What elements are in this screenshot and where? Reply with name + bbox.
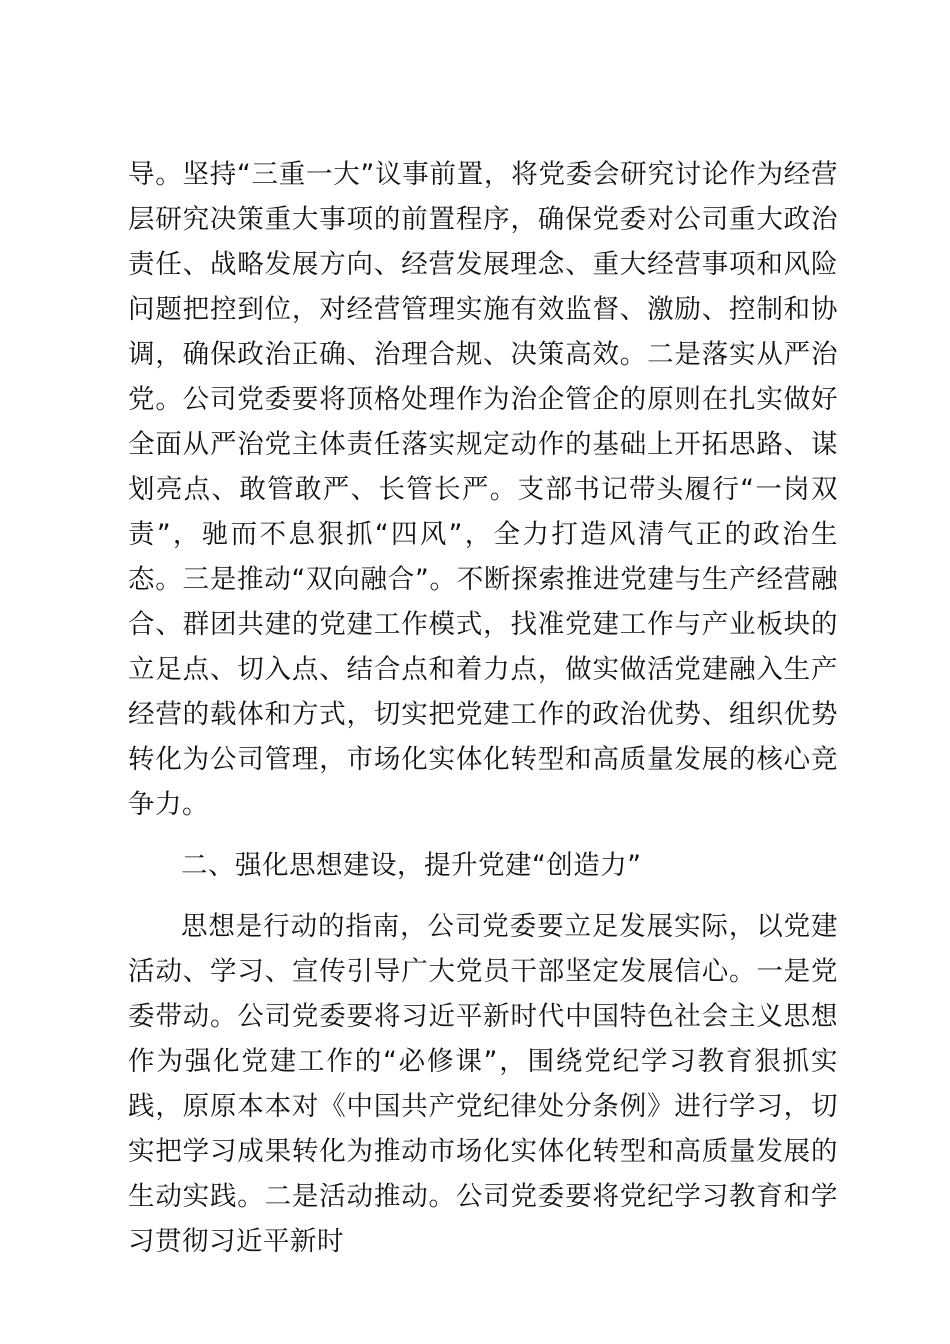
document-body [128,152,838,1264]
paragraph-body: 思想是行动的指南，公司党委要立足发展实际，以党建活动、学习、宣传引导广大党员干部坚定发展信心。一是党委带动。公司党委要将习近平新时代中国特色社会主义思想作为强化党建工作的“必修课”，围绕党纪学习教育狠抓实践，原原本本对《中国共产党纪律处分条例》进行学习，切实把学习成果转化为推动市场化实体化转型和高质量发展的生动实践。二是活动推动。公司党委要将党纪学习教育和学习贯彻习近平新时 [128,911,838,1257]
section-heading: 二、强化思想建设，提升党建“创造力” [181,850,642,881]
paragraph-continued: 导。坚持“三重一大”议事前置，将党委会研究讨论作为经营层研究决策重大事项的前置程序，确保党委对公司重大政治责任、战略发展方向、经营发展理念、重大经营事项和风险问题把控到位，对经营管理实施有效监督、激励、控制和协调，确保政治正确、治理合规、决策高效。二是落实从严治党。公司党委要将顶格处理作为治企管企的原则在扎实做好全面从严治党主体责任落实规定动作的基础上开拓思路、谋划亮点、敢管敢严、长管长严。支部书记带头履行“一岗双责”，驰而不息狠抓“四风”，全力打造风清气正的政治生态。三是推动“双向融合”。不断探索推进党建与生产经营融合、群团共建的党建工作模式，找准党建工作与产业板块的立足点、切入点、结合点和着力点，做实做活党建融入生产经营的载体和方式，切实把党建工作的政治优势、组织优势转化为公司管理，市场化实体化转型和高质量发展的核心竞争力。 [128,159,838,820]
